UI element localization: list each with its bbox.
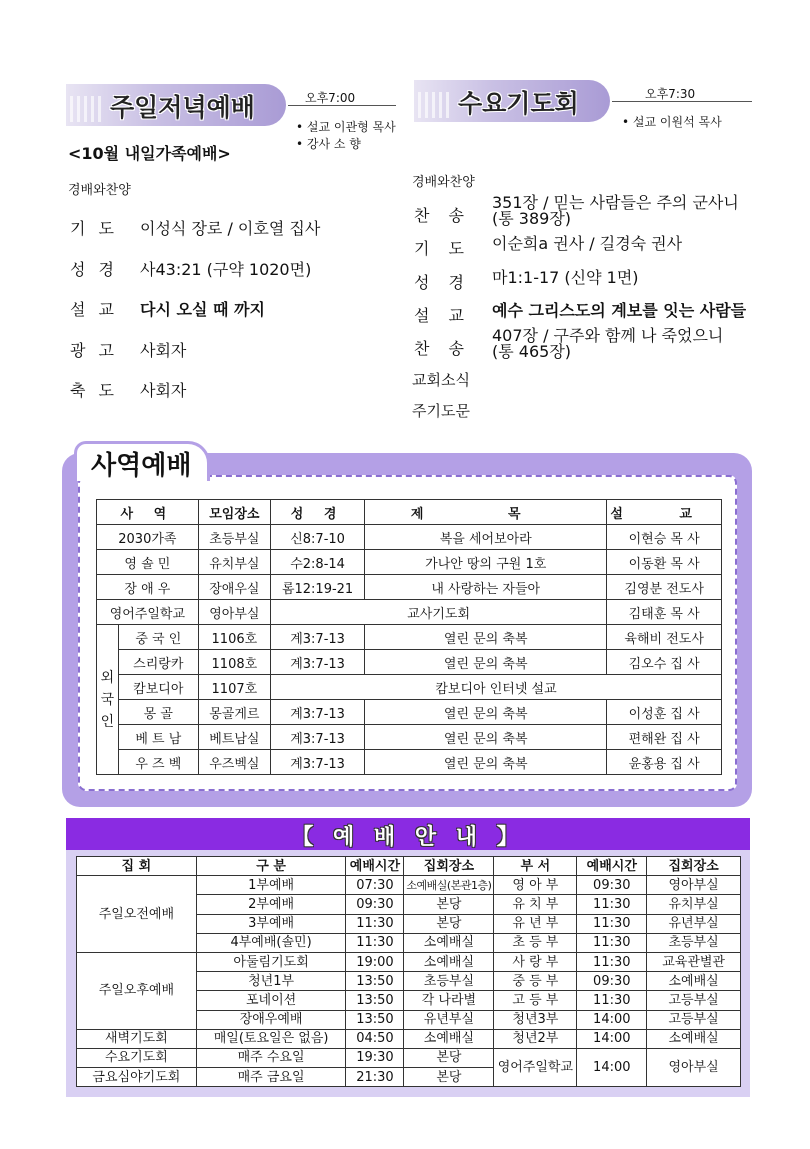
wednesday-preacher: • 설교 이원석 목사 — [622, 115, 722, 129]
table-cell: 1106호 — [198, 625, 270, 650]
table-cell: 수2:8-14 — [271, 550, 365, 575]
table-cell: 21:30 — [346, 1068, 404, 1087]
table-cell: 가나안 땅의 구원 1호 — [365, 550, 607, 575]
table-cell: 고 등 부 — [494, 991, 577, 1010]
table-cell: 14:00 — [577, 1010, 647, 1029]
table-row — [97, 575, 722, 600]
table-row — [97, 675, 722, 700]
table-cell: 영아부실 — [647, 876, 741, 895]
table-cell: 11:30 — [577, 914, 647, 933]
table-cell: 금요심야기도회 — [77, 1068, 197, 1087]
table-cell: 고등부실 — [647, 1010, 741, 1029]
header-cell: 설 교 — [607, 500, 722, 525]
sunday-evening-preacher: • 설교 이관형 목사 — [296, 120, 396, 134]
building-icon — [418, 92, 452, 118]
table-cell: 각 나라별 — [404, 991, 494, 1010]
table-cell: 계3:7-13 — [271, 750, 365, 775]
table-cell: 영어주일학교 — [97, 600, 199, 625]
table-cell: 몽 골 — [118, 700, 198, 725]
order-value: 사43:21 (구약 1020면) — [140, 260, 312, 279]
ministry-table — [96, 499, 722, 775]
table-cell: 09:30 — [577, 876, 647, 895]
table-row — [77, 876, 741, 895]
table-cell: 청년3부 — [494, 1010, 577, 1029]
table-cell: 베 트 남 — [118, 725, 198, 750]
table-cell: 김태훈 목 사 — [607, 600, 722, 625]
wednesday-opening: 경배와찬양 — [412, 175, 475, 190]
table-cell: 베트남실 — [198, 725, 270, 750]
table-cell: 유년부실 — [404, 1010, 494, 1029]
table-cell: 매주 수요일 — [196, 1048, 346, 1067]
table-cell: 예배시간 — [346, 857, 404, 876]
building-icon — [70, 96, 104, 122]
table-cell: 11:30 — [346, 914, 404, 933]
order-value: 407장 / 구주와 함께 나 죽었으니 (통 465장) — [492, 326, 724, 361]
order-label: 설 교 — [414, 306, 464, 325]
table-cell: 2부예배 — [196, 895, 346, 914]
table-cell: 4부예배(솔민) — [196, 933, 346, 952]
table-cell: 장애우예배 — [196, 1010, 346, 1029]
table-cell: 07:30 — [346, 876, 404, 895]
table-cell: 윤홍용 집 사 — [607, 750, 722, 775]
table-cell: 중 국 인 — [118, 625, 198, 650]
table-cell: 캄보디아 — [118, 675, 198, 700]
ministry-title: 사역예배 — [91, 451, 192, 481]
table-cell: 계3:7-13 — [271, 700, 365, 725]
table-cell: 중 등 부 — [494, 972, 577, 991]
table-cell: 소예배실 — [647, 1029, 741, 1048]
table-cell: 소예배실(본관1층) — [404, 876, 494, 895]
morning-label: 주일오전예배 — [77, 876, 197, 953]
table-cell: 유 치 부 — [494, 895, 577, 914]
guide-title: 【 예 배 안 내 】 — [291, 825, 525, 850]
table-cell: 수요기도회 — [77, 1048, 197, 1067]
order-label: 기 도 — [414, 239, 464, 258]
table-cell: 집회장소 — [404, 857, 494, 876]
table-cell: 2030가족 — [97, 525, 199, 550]
table-cell: 유치부실 — [647, 895, 741, 914]
order-item — [414, 328, 723, 360]
table-row — [97, 550, 722, 575]
order-label: 광 고 — [70, 341, 114, 360]
table-cell: 11:30 — [577, 991, 647, 1010]
guide-title-bar — [66, 818, 750, 850]
table-cell: 13:50 — [346, 972, 404, 991]
table-cell: 소예배실 — [404, 952, 494, 971]
header-cell: 성 경 — [271, 500, 365, 525]
sunday-evening-lecturer: • 강사 소 향 — [296, 137, 361, 151]
table-cell: 유년부실 — [647, 914, 741, 933]
table-cell: 영아부실 — [198, 600, 270, 625]
table-cell: 매주 금요일 — [196, 1068, 346, 1087]
sunday-evening-time: 오후7:00 — [305, 91, 356, 105]
order-label: 설 교 — [70, 300, 114, 319]
table-cell: 교사기도회 — [271, 600, 607, 625]
table-cell: 열린 문의 축복 — [365, 650, 607, 675]
table-cell: 열린 문의 축복 — [365, 725, 607, 750]
header-cell: 제 목 — [365, 500, 607, 525]
table-cell: 영 솔 민 — [97, 550, 199, 575]
table-cell: 04:50 — [346, 1029, 404, 1048]
order-value: 사회자 — [140, 381, 187, 400]
table-header-row — [77, 857, 741, 876]
lords-prayer: 주기도문 — [412, 402, 470, 420]
table-cell: 김영분 전도사 — [607, 575, 722, 600]
table-cell: 유치부실 — [198, 550, 270, 575]
sunday-evening-opening: 경배와찬양 — [68, 183, 131, 198]
afternoon-label: 주일오후예배 — [77, 952, 197, 1029]
table-cell: 19:00 — [346, 952, 404, 971]
table-cell: 1108호 — [198, 650, 270, 675]
table-cell: 계3:7-13 — [271, 650, 365, 675]
table-cell: 14:00 — [577, 1048, 647, 1086]
sunday-evening-subtitle: <10월 내일가족예배> — [68, 144, 231, 163]
table-cell: 3부예배 — [196, 914, 346, 933]
order-value: 이성식 장로 / 이호열 집사 — [140, 219, 321, 238]
table-cell: 09:30 — [577, 972, 647, 991]
order-label: 축 도 — [70, 381, 114, 400]
table-cell: 유 년 부 — [494, 914, 577, 933]
table-cell: 열린 문의 축복 — [365, 625, 607, 650]
table-cell: 육해비 전도사 — [607, 625, 722, 650]
table-cell: 아둘림기도회 — [196, 952, 346, 971]
wednesday-time: 오후7:30 — [645, 87, 696, 101]
table-cell: 영아부실 — [647, 1048, 741, 1086]
guide-table — [76, 856, 741, 1087]
sunday-evening-banner — [66, 84, 286, 126]
order-item — [70, 216, 320, 239]
table-cell: 영 아 부 — [494, 876, 577, 895]
order-value: 마1:1-17 (신약 1면) — [492, 268, 639, 287]
table-row — [97, 750, 722, 775]
table-cell: 몽골게르 — [198, 700, 270, 725]
table-cell: 11:30 — [577, 895, 647, 914]
table-cell: 1107호 — [198, 675, 270, 700]
table-cell: 초등부실 — [404, 972, 494, 991]
table-cell: 19:30 — [346, 1048, 404, 1067]
table-cell: 13:50 — [346, 1010, 404, 1029]
table-cell: 예배시간 — [577, 857, 647, 876]
order-label: 성 경 — [414, 273, 464, 292]
foreign-label: 외국인 — [97, 625, 119, 775]
table-cell: 청년2부 — [494, 1029, 577, 1048]
divider — [288, 105, 396, 106]
table-cell: 계3:7-13 — [271, 625, 365, 650]
table-row — [97, 600, 722, 625]
table-row — [77, 1048, 741, 1067]
table-row — [97, 525, 722, 550]
table-cell: 롬12:19-21 — [271, 575, 365, 600]
table-cell: 이동환 목 사 — [607, 550, 722, 575]
table-cell: 열린 문의 축복 — [365, 700, 607, 725]
table-cell: 편해완 집 사 — [607, 725, 722, 750]
order-item — [70, 297, 265, 320]
table-cell: 14:00 — [577, 1029, 647, 1048]
table-cell: 복을 세어보아라 — [365, 525, 607, 550]
table-row — [77, 952, 741, 971]
order-label: 기 도 — [70, 219, 114, 238]
table-cell: 계3:7-13 — [271, 725, 365, 750]
table-cell: 구 분 — [196, 857, 346, 876]
order-value: 이순희a 권사 / 길경숙 권사 — [492, 234, 683, 253]
table-cell: 11:30 — [577, 952, 647, 971]
table-cell: 소예배실 — [647, 972, 741, 991]
table-cell: 이성훈 집 사 — [607, 700, 722, 725]
sunday-evening-title: 주일저녁예배 — [110, 93, 255, 122]
table-cell: 초 등 부 — [494, 933, 577, 952]
table-cell: 13:50 — [346, 991, 404, 1010]
table-cell: 장애우실 — [198, 575, 270, 600]
table-cell: 본당 — [404, 895, 494, 914]
order-item — [70, 378, 186, 401]
table-cell: 1부예배 — [196, 876, 346, 895]
table-cell: 교육관별관 — [647, 952, 741, 971]
table-cell: 초등부실 — [198, 525, 270, 550]
order-item — [70, 257, 311, 280]
order-label: 찬 송 — [414, 339, 464, 358]
table-row — [77, 1029, 741, 1048]
table-cell: 새벽기도회 — [77, 1029, 197, 1048]
table-cell: 신8:7-10 — [271, 525, 365, 550]
ministry-tab — [74, 441, 210, 481]
order-value: 351장 / 믿는 사람들은 주의 군사니 (통 389장) — [492, 193, 739, 228]
table-cell: 김오수 집 사 — [607, 650, 722, 675]
header-cell: 사 역 — [97, 500, 199, 525]
table-cell: 초등부실 — [647, 933, 741, 952]
table-cell: 이현승 목 사 — [607, 525, 722, 550]
order-item — [414, 270, 639, 293]
table-cell: 스리랑카 — [118, 650, 198, 675]
order-label: 찬 송 — [414, 206, 464, 225]
table-cell: 우즈벡실 — [198, 750, 270, 775]
table-cell: 영어주일학교 — [494, 1048, 577, 1086]
table-cell: 캄보디아 인터넷 설교 — [271, 675, 722, 700]
order-item — [70, 338, 186, 361]
table-cell: 집회장소 — [647, 857, 741, 876]
table-cell: 부 서 — [494, 857, 577, 876]
wednesday-banner — [414, 80, 610, 122]
table-cell: 사 랑 부 — [494, 952, 577, 971]
table-cell: 포네이션 — [196, 991, 346, 1010]
order-item — [414, 236, 682, 259]
order-value: 다시 오실 때 까지 — [140, 300, 265, 319]
divider — [612, 101, 752, 102]
table-cell: 열린 문의 축복 — [365, 750, 607, 775]
table-cell: 집 회 — [77, 857, 197, 876]
table-cell: 본당 — [404, 1048, 494, 1067]
order-item — [414, 303, 746, 326]
table-cell: 고등부실 — [647, 991, 741, 1010]
table-row — [97, 725, 722, 750]
table-cell: 소예배실 — [404, 1029, 494, 1048]
table-cell: 본당 — [404, 1068, 494, 1087]
table-row — [97, 700, 722, 725]
table-cell: 소예배실 — [404, 933, 494, 952]
header-cell: 모임장소 — [198, 500, 270, 525]
table-cell: 11:30 — [346, 933, 404, 952]
church-news: 교회소식 — [412, 371, 470, 389]
wednesday-title: 수요기도회 — [458, 89, 579, 118]
table-cell: 청년1부 — [196, 972, 346, 991]
table-row — [97, 650, 722, 675]
table-header-row — [97, 500, 722, 525]
order-label: 성 경 — [70, 260, 114, 279]
order-value: 예수 그리스도의 계보를 잇는 사람들 — [492, 301, 747, 320]
table-cell: 11:30 — [577, 933, 647, 952]
table-cell: 본당 — [404, 914, 494, 933]
table-cell: 09:30 — [346, 895, 404, 914]
table-row — [97, 625, 722, 650]
table-cell: 장 애 우 — [97, 575, 199, 600]
table-cell: 내 사랑하는 자들아 — [365, 575, 607, 600]
table-cell: 매일(토요일은 없음) — [196, 1029, 346, 1048]
order-item — [414, 195, 739, 227]
table-cell: 우 즈 벡 — [118, 750, 198, 775]
order-value: 사회자 — [140, 341, 187, 360]
